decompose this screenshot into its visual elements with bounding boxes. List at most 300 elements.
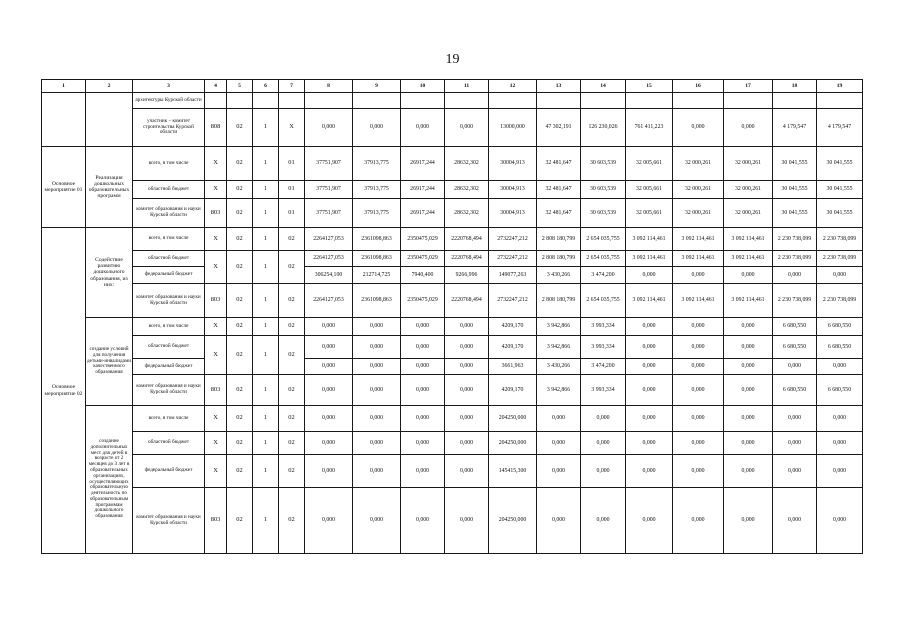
- value-cell: 0,000: [626, 375, 673, 406]
- value-cell: 0,000: [724, 318, 773, 336]
- rz-cell: 02: [227, 228, 253, 251]
- value-cell: 3 092 114,461: [673, 228, 724, 251]
- rz-cell: 02: [227, 181, 253, 199]
- source-label: архитектуры Курской области: [133, 93, 205, 109]
- value-cell: 0,000: [445, 375, 489, 406]
- table-row: [42, 181, 863, 199]
- value-cell: 0,000: [673, 455, 724, 488]
- value-cell: 0,000: [401, 109, 445, 147]
- column-header: 18: [773, 80, 817, 93]
- value-cell: 30 603,539: [581, 199, 626, 228]
- value-cell: 0,000: [445, 359, 489, 375]
- value-cell: 32 000,261: [673, 181, 724, 199]
- table-row: [42, 488, 863, 554]
- value-cell: 2264127,053: [305, 228, 353, 251]
- value-cell: 2361098,863: [353, 228, 401, 251]
- value-cell: 0,000: [305, 318, 353, 336]
- value-cell: 0,000: [724, 109, 773, 147]
- value-cell: 0,000: [773, 455, 817, 488]
- column-header: 12: [489, 80, 537, 93]
- value-cell: 3661,963: [489, 359, 537, 375]
- grbs-cell: 808: [205, 109, 227, 147]
- column-header: 7: [279, 80, 305, 93]
- value-cell: [353, 93, 401, 109]
- value-cell: 0,000: [817, 455, 863, 488]
- value-cell: 3 092 114,461: [626, 228, 673, 251]
- value-cell: 2361098,863: [353, 251, 401, 267]
- table-row: [42, 199, 863, 228]
- csr-cell: 02: [279, 406, 305, 432]
- code-cell: [253, 93, 279, 109]
- value-cell: 30 041,555: [817, 199, 863, 228]
- source-label: областной бюджет: [133, 336, 205, 359]
- value-cell: 0,000: [724, 432, 773, 455]
- pr-cell: 1: [253, 147, 279, 181]
- grbs-cell: Х: [205, 181, 227, 199]
- column-header: 9: [353, 80, 401, 93]
- value-cell: 32 000,261: [724, 147, 773, 181]
- value-cell: 0,000: [305, 455, 353, 488]
- grbs-cell: 803: [205, 375, 227, 406]
- source-label: участник – комитет строительства Курской области: [133, 109, 205, 147]
- source-label: всего, в том числе: [133, 228, 205, 251]
- value-cell: 0,000: [537, 406, 581, 432]
- value-cell: 2 230 738,099: [817, 284, 863, 318]
- value-cell: 0,000: [673, 336, 724, 359]
- value-cell: 2732247,212: [489, 251, 537, 267]
- csr-cell: 02: [279, 432, 305, 455]
- value-cell: 3 942,866: [537, 318, 581, 336]
- rz-cell: 02: [227, 336, 253, 375]
- value-cell: [724, 93, 773, 109]
- value-cell: 26917,244: [401, 199, 445, 228]
- value-cell: [817, 93, 863, 109]
- value-cell: 0,000: [724, 488, 773, 554]
- value-cell: 2350475,029: [401, 251, 445, 267]
- source-label: комитет образования и науки Курской области: [133, 199, 205, 228]
- csr-cell: 01: [279, 181, 305, 199]
- value-cell: 30 041,555: [773, 181, 817, 199]
- source-label: федеральный бюджет: [133, 455, 205, 488]
- page-number: 19: [445, 52, 460, 67]
- value-cell: 3 942,866: [537, 375, 581, 406]
- value-cell: 2 654 035,755: [581, 284, 626, 318]
- value-cell: [489, 93, 537, 109]
- rz-cell: 02: [227, 455, 253, 488]
- value-cell: 2 230 738,099: [773, 228, 817, 251]
- value-cell: 0,000: [673, 267, 724, 284]
- value-cell: 30 041,555: [773, 199, 817, 228]
- value-cell: 0,000: [353, 488, 401, 554]
- value-cell: 2 654 035,755: [581, 251, 626, 267]
- value-cell: 9266,996: [445, 267, 489, 284]
- value-cell: 0,000: [724, 406, 773, 432]
- value-cell: 3 092 114,461: [724, 228, 773, 251]
- value-cell: 0,000: [581, 455, 626, 488]
- value-cell: 0,000: [673, 488, 724, 554]
- value-cell: 0,000: [445, 318, 489, 336]
- pr-cell: 1: [253, 375, 279, 406]
- value-cell: 0,000: [353, 432, 401, 455]
- value-cell: 28632,302: [445, 181, 489, 199]
- measure-cell: Основное мероприятие 02: [42, 228, 86, 554]
- value-cell: 0,000: [581, 488, 626, 554]
- table-row: [42, 359, 863, 375]
- value-cell: 4209,170: [489, 318, 537, 336]
- table-row: [42, 455, 863, 488]
- source-label: областной бюджет: [133, 251, 205, 267]
- value-cell: 37913,775: [353, 147, 401, 181]
- grbs-cell: Х: [205, 251, 227, 284]
- value-cell: 30 041,555: [817, 181, 863, 199]
- value-cell: 6 680,550: [773, 375, 817, 406]
- value-cell: 32 005,661: [626, 199, 673, 228]
- value-cell: 32 000,261: [724, 181, 773, 199]
- value-cell: 0,000: [537, 455, 581, 488]
- value-cell: 0,000: [353, 375, 401, 406]
- value-cell: 6 680,550: [773, 336, 817, 359]
- value-cell: 32 005,661: [626, 181, 673, 199]
- source-label: комитет образования и науки Курской области: [133, 488, 205, 554]
- value-cell: 0,000: [305, 109, 353, 147]
- value-cell: 2732247,212: [489, 228, 537, 251]
- pr-cell: 1: [253, 406, 279, 432]
- value-cell: 306254,100: [305, 267, 353, 284]
- grbs-cell: Х: [205, 432, 227, 455]
- value-cell: 0,000: [724, 359, 773, 375]
- value-cell: 30 041,555: [773, 147, 817, 181]
- value-cell: 37751,907: [305, 199, 353, 228]
- value-cell: [773, 93, 817, 109]
- program-cell: Реализация дошкольных образовательных программ: [86, 147, 133, 228]
- rz-cell: 02: [227, 488, 253, 554]
- value-cell: 26917,244: [401, 147, 445, 181]
- value-cell: 0,000: [445, 406, 489, 432]
- value-cell: 28632,302: [445, 147, 489, 181]
- code-cell: [279, 93, 305, 109]
- rz-cell: 02: [227, 406, 253, 432]
- value-cell: 0,000: [773, 406, 817, 432]
- budget-table-container: [41, 79, 863, 554]
- value-cell: 0,000: [401, 336, 445, 359]
- grbs-cell: Х: [205, 147, 227, 181]
- value-cell: 6 680,550: [817, 336, 863, 359]
- value-cell: 3 092 114,461: [626, 284, 673, 318]
- table-row: [42, 336, 863, 359]
- value-cell: 0,000: [773, 359, 817, 375]
- value-cell: 0,000: [305, 432, 353, 455]
- value-cell: 0,000: [401, 488, 445, 554]
- csr-cell: 02: [279, 228, 305, 251]
- value-cell: 2732247,212: [489, 284, 537, 318]
- value-cell: 2 654 035,755: [581, 228, 626, 251]
- column-header: 15: [626, 80, 673, 93]
- value-cell: 0,000: [817, 267, 863, 284]
- value-cell: 0,000: [445, 432, 489, 455]
- value-cell: 32 000,261: [724, 199, 773, 228]
- value-cell: 126 230,026: [581, 109, 626, 147]
- column-header: 13: [537, 80, 581, 93]
- rz-cell: 02: [227, 199, 253, 228]
- grbs-cell: 803: [205, 488, 227, 554]
- value-cell: 204250,000: [489, 406, 537, 432]
- value-cell: 4209,170: [489, 375, 537, 406]
- value-cell: 0,000: [445, 109, 489, 147]
- value-cell: 32 481,647: [537, 181, 581, 199]
- value-cell: 0,000: [353, 109, 401, 147]
- value-cell: 6 680,550: [817, 375, 863, 406]
- measure-cell: Основное мероприятие 01: [42, 147, 86, 228]
- program-cell: Содействие развитию дошкольного образования, из них:: [86, 228, 133, 318]
- pr-cell: 1: [253, 181, 279, 199]
- value-cell: 2220768,494: [445, 228, 489, 251]
- column-header: 3: [133, 80, 205, 93]
- value-cell: 0,000: [626, 432, 673, 455]
- grbs-cell: Х: [205, 406, 227, 432]
- value-cell: 204250,000: [489, 432, 537, 455]
- value-cell: 0,000: [773, 488, 817, 554]
- value-cell: 0,000: [353, 318, 401, 336]
- table-row: [42, 375, 863, 406]
- source-label: всего, в том числе: [133, 318, 205, 336]
- value-cell: 30 041,555: [817, 147, 863, 181]
- program-cell: [86, 93, 133, 147]
- value-cell: 3 942,866: [537, 336, 581, 359]
- value-cell: 0,000: [626, 267, 673, 284]
- value-cell: 0,000: [817, 406, 863, 432]
- csr-cell: 02: [279, 375, 305, 406]
- value-cell: 145415,300: [489, 455, 537, 488]
- value-cell: 3 092 114,461: [626, 251, 673, 267]
- value-cell: 2 230 738,099: [817, 251, 863, 267]
- csr-cell: Х: [279, 109, 305, 147]
- budget-table: [41, 79, 863, 554]
- value-cell: 3 993,334: [581, 375, 626, 406]
- value-cell: 37751,907: [305, 181, 353, 199]
- value-cell: 28632,302: [445, 199, 489, 228]
- code-cell: [227, 93, 253, 109]
- value-cell: 0,000: [817, 488, 863, 554]
- value-cell: [305, 93, 353, 109]
- value-cell: 3 474,200: [581, 267, 626, 284]
- value-cell: 0,000: [673, 109, 724, 147]
- column-header: 14: [581, 80, 626, 93]
- value-cell: 0,000: [817, 359, 863, 375]
- value-cell: 30004,913: [489, 199, 537, 228]
- table-row: [42, 109, 863, 147]
- value-cell: 2 230 738,099: [773, 284, 817, 318]
- column-header: 4: [205, 80, 227, 93]
- value-cell: 32 000,261: [673, 147, 724, 181]
- rz-cell: 02: [227, 109, 253, 147]
- source-label: областной бюджет: [133, 432, 205, 455]
- column-header: 10: [401, 80, 445, 93]
- rz-cell: 02: [227, 251, 253, 284]
- value-cell: 4209,170: [489, 336, 537, 359]
- pr-cell: 1: [253, 432, 279, 455]
- value-cell: 2 230 738,099: [773, 251, 817, 267]
- program-cell: создание условий для получения детьми-инвалидами качественного образования: [86, 318, 133, 406]
- source-label: всего, в том числе: [133, 406, 205, 432]
- value-cell: 761 411,223: [626, 109, 673, 147]
- value-cell: 4 179,547: [817, 109, 863, 147]
- table-row: [42, 147, 863, 181]
- source-label: всего, в том числе: [133, 147, 205, 181]
- pr-cell: 1: [253, 109, 279, 147]
- value-cell: 2220768,494: [445, 251, 489, 267]
- column-header: 17: [724, 80, 773, 93]
- value-cell: 47 302,191: [537, 109, 581, 147]
- value-cell: 30004,913: [489, 147, 537, 181]
- value-cell: 0,000: [673, 406, 724, 432]
- measure-cell: [42, 93, 86, 147]
- rz-cell: 02: [227, 318, 253, 336]
- value-cell: 3 993,334: [581, 336, 626, 359]
- csr-cell: 01: [279, 199, 305, 228]
- value-cell: [581, 93, 626, 109]
- value-cell: 0,000: [773, 267, 817, 284]
- value-cell: 0,000: [724, 267, 773, 284]
- table-row: [42, 251, 863, 267]
- column-header: 16: [673, 80, 724, 93]
- table-row: [42, 93, 863, 109]
- value-cell: 2 808 180,799: [537, 251, 581, 267]
- table-row: [42, 284, 863, 318]
- pr-cell: 1: [253, 488, 279, 554]
- grbs-cell: 803: [205, 199, 227, 228]
- value-cell: 0,000: [817, 432, 863, 455]
- value-cell: 30004,913: [489, 181, 537, 199]
- value-cell: 212714,725: [353, 267, 401, 284]
- table-row: [42, 432, 863, 455]
- value-cell: [537, 93, 581, 109]
- value-cell: 0,000: [353, 336, 401, 359]
- csr-cell: 02: [279, 455, 305, 488]
- value-cell: 30 603,539: [581, 181, 626, 199]
- value-cell: 0,000: [401, 375, 445, 406]
- value-cell: 6 680,550: [773, 318, 817, 336]
- rz-cell: 02: [227, 432, 253, 455]
- value-cell: 0,000: [445, 455, 489, 488]
- value-cell: 37913,775: [353, 181, 401, 199]
- value-cell: 0,000: [353, 406, 401, 432]
- csr-cell: 02: [279, 318, 305, 336]
- value-cell: 204250,000: [489, 488, 537, 554]
- rz-cell: 02: [227, 147, 253, 181]
- value-cell: 0,000: [353, 455, 401, 488]
- value-cell: [673, 93, 724, 109]
- grbs-cell: Х: [205, 228, 227, 251]
- value-cell: 2350475,029: [401, 228, 445, 251]
- value-cell: 0,000: [537, 432, 581, 455]
- value-cell: 0,000: [537, 488, 581, 554]
- pr-cell: 1: [253, 455, 279, 488]
- value-cell: 3 474,200: [581, 359, 626, 375]
- value-cell: 0,000: [445, 488, 489, 554]
- value-cell: 0,000: [673, 318, 724, 336]
- column-header: 2: [86, 80, 133, 93]
- source-label: федеральный бюджет: [133, 267, 205, 284]
- value-cell: 3 993,334: [581, 318, 626, 336]
- value-cell: 0,000: [305, 359, 353, 375]
- value-cell: 0,000: [626, 318, 673, 336]
- pr-cell: 1: [253, 284, 279, 318]
- value-cell: 0,000: [581, 432, 626, 455]
- value-cell: 0,000: [626, 336, 673, 359]
- source-label: комитет образования и науки Курской области: [133, 284, 205, 318]
- table-row: [42, 406, 863, 432]
- value-cell: 0,000: [305, 336, 353, 359]
- value-cell: 30 603,539: [581, 147, 626, 181]
- value-cell: 2350475,029: [401, 284, 445, 318]
- pr-cell: 1: [253, 336, 279, 375]
- rz-cell: 02: [227, 375, 253, 406]
- value-cell: 0,000: [626, 455, 673, 488]
- pr-cell: 1: [253, 199, 279, 228]
- value-cell: 32 005,661: [626, 147, 673, 181]
- pr-cell: 1: [253, 318, 279, 336]
- value-cell: 0,000: [626, 359, 673, 375]
- value-cell: 2 808 180,799: [537, 284, 581, 318]
- csr-cell: 01: [279, 147, 305, 181]
- value-cell: 2264127,053: [305, 251, 353, 267]
- value-cell: 32 481,647: [537, 199, 581, 228]
- value-cell: 0,000: [724, 375, 773, 406]
- value-cell: [445, 93, 489, 109]
- csr-cell: 02: [279, 336, 305, 375]
- value-cell: 2220768,494: [445, 284, 489, 318]
- pr-cell: 1: [253, 251, 279, 284]
- value-cell: 0,000: [724, 455, 773, 488]
- rz-cell: 02: [227, 284, 253, 318]
- value-cell: 37751,907: [305, 147, 353, 181]
- program-cell: создание дополнительных мест для детей в возрасте от 2 месяцев до 3 лет в образовательных организациях, осуществляющих образовательную деятельность по образовательным программам дошкольного образования: [86, 406, 133, 554]
- table-row: [42, 80, 863, 93]
- value-cell: 0,000: [401, 406, 445, 432]
- value-cell: [401, 93, 445, 109]
- column-header: 5: [227, 80, 253, 93]
- column-header: 1: [42, 80, 86, 93]
- value-cell: 37913,775: [353, 199, 401, 228]
- table-row: [42, 228, 863, 251]
- value-cell: 0,000: [401, 318, 445, 336]
- value-cell: 26917,244: [401, 181, 445, 199]
- value-cell: 3 430,266: [537, 267, 581, 284]
- value-cell: 149077,263: [489, 267, 537, 284]
- value-cell: 0,000: [305, 375, 353, 406]
- value-cell: 13000,000: [489, 109, 537, 147]
- source-label: комитет образования и науки Курской области: [133, 375, 205, 406]
- column-header: 19: [817, 80, 863, 93]
- csr-cell: 02: [279, 488, 305, 554]
- value-cell: 0,000: [401, 455, 445, 488]
- value-cell: 3 430,266: [537, 359, 581, 375]
- value-cell: 2 808 180,799: [537, 228, 581, 251]
- value-cell: 0,000: [305, 406, 353, 432]
- value-cell: 0,000: [724, 336, 773, 359]
- value-cell: 3 092 114,461: [673, 251, 724, 267]
- value-cell: 2 230 738,099: [817, 228, 863, 251]
- grbs-cell: Х: [205, 318, 227, 336]
- csr-cell: 02: [279, 284, 305, 318]
- value-cell: 0,000: [401, 359, 445, 375]
- value-cell: 32 000,261: [673, 199, 724, 228]
- pr-cell: 1: [253, 228, 279, 251]
- value-cell: 3 092 114,461: [673, 284, 724, 318]
- column-header: 8: [305, 80, 353, 93]
- column-header: 6: [253, 80, 279, 93]
- value-cell: 4 179,547: [773, 109, 817, 147]
